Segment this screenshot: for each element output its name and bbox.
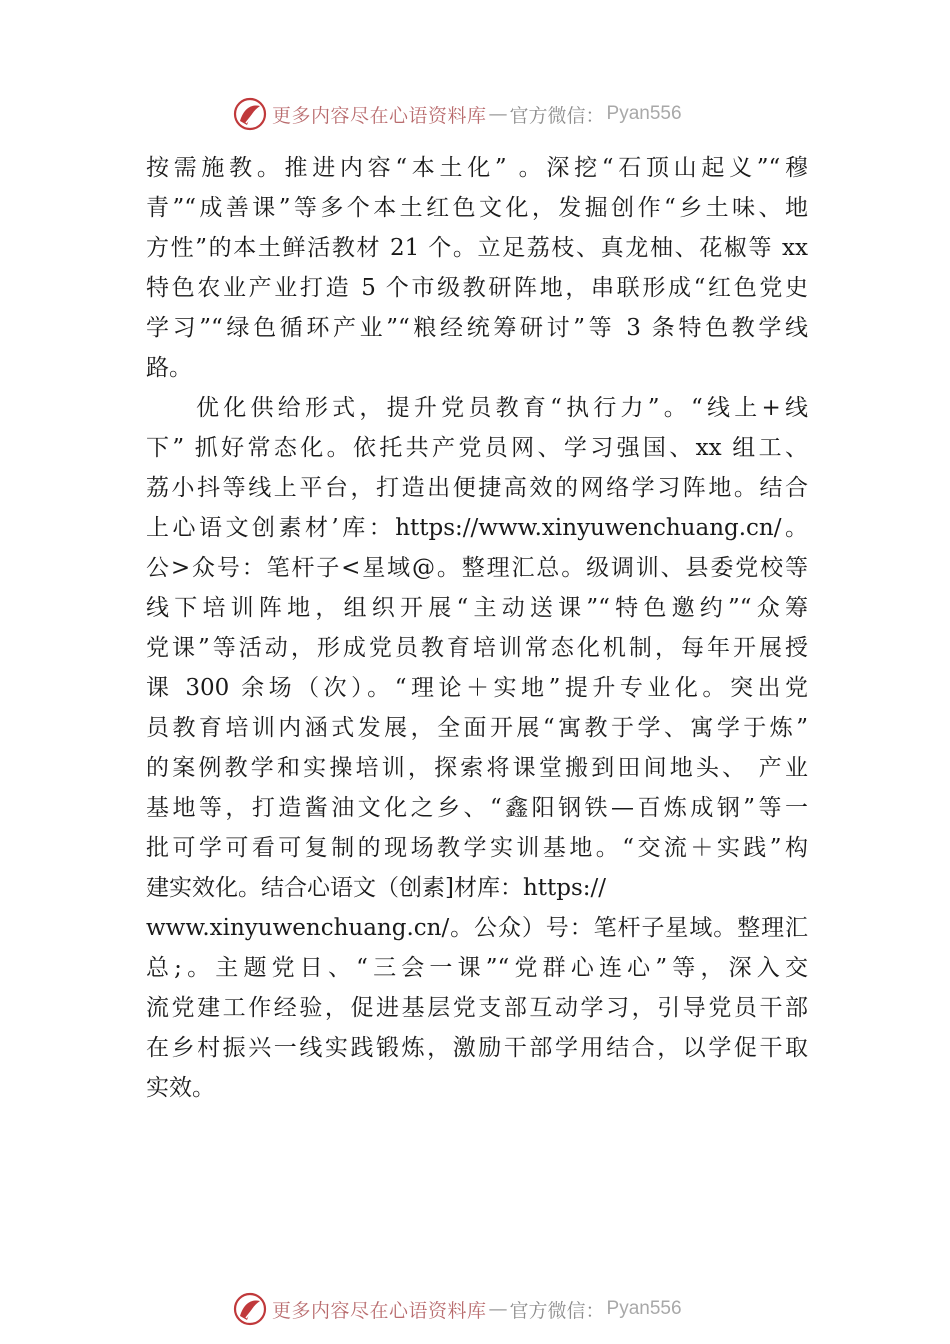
text-line: 基地等，打造酱油文化之乡、“鑫阳钢铁—百炼成钢”等一	[146, 795, 808, 821]
red-ribbon-logo-icon	[232, 1291, 268, 1327]
text-line: 批可学可看可复制的现场教学实训基地。“交流＋实践”构	[146, 835, 808, 861]
text-line: 流党建工作经验，促进基层党支部互动学习，引导党员干部	[146, 995, 808, 1021]
text-line: 课 300 余场（次）。“理论＋实地”提升专业化。突出党	[146, 675, 808, 701]
wechat-label: 官方微信：	[509, 1299, 605, 1322]
document-body	[146, 148, 808, 1108]
text-line: 党课”等活动，形成党员教育培训常态化机制，每年开展授	[146, 635, 808, 661]
text-line: 建实效化。结合心语文（创素]材库：https://	[146, 875, 607, 901]
watermark-separator: —	[488, 1298, 508, 1320]
paragraph-first-line: 优化供给形式，提升党员教育“执行力”。“线上+线	[196, 395, 808, 421]
text-line: 下” 抓好常态化。依托共产党员网、学习强国、xx 组工、	[146, 435, 808, 461]
watermark-separator: —	[488, 103, 508, 125]
text-line: 按需施教。推进内容“本土化” 。深挖“石顶山起义”“穆	[146, 155, 808, 181]
text-line: 学习”“绿色循环产业”“粮经统筹研讨”等 3 条特色教学线	[146, 315, 808, 341]
text-line: 的案例教学和实操培训，探索将课堂搬到田间地头、 产业	[146, 755, 808, 781]
text-line: 荔小抖等线上平台，打造出便捷高效的网络学习阵地。结合	[146, 475, 808, 501]
text-line: 特色农业产业打造 5 个市级教研阵地，串联形成“红色党史	[146, 275, 808, 301]
text-line: 员教育培训内涵式发展，全面开展“寓教于学、寓学于炼”	[146, 715, 808, 741]
text-line: 线下培训阵地，组织开展“主动送课”“特色邀约”“众筹	[146, 595, 808, 621]
text-line: 总;。主题党日、“三会一课”“党群心连心”等，深入交	[146, 955, 808, 981]
text-line: 方性”的本土鲜活教材 21 个。立足荔枝、真龙柚、花椒等 xx	[146, 235, 808, 261]
text-line: 上心语文创素材’库：https://www.xinyuwenchuang.cn/。	[146, 515, 808, 541]
text-line: 公>众号：笔杆子<星域@。整理汇总。级调训、县委党校等	[146, 555, 808, 581]
text-line: 实效。	[146, 1075, 215, 1101]
wechat-label: 官方微信：	[509, 104, 605, 127]
text-line: 路。	[146, 355, 192, 381]
wechat-id: Pyan556	[606, 1298, 682, 1319]
header-watermark	[232, 96, 732, 132]
text-line: 青”“成善课”等多个本土红色文化，发掘创作“乡土味、地	[146, 195, 808, 221]
text-line: 在乡村振兴一线实践锻炼，激励干部学用结合，以学促干取	[146, 1035, 808, 1061]
watermark-text: 更多内容尽在心语资料库	[272, 1299, 487, 1322]
text-line: www.xinyuwenchuang.cn/。公众）号：笔杆子星域。整理汇	[146, 915, 808, 941]
watermark-text: 更多内容尽在心语资料库	[272, 104, 487, 127]
footer-watermark	[232, 1291, 732, 1327]
wechat-id: Pyan556	[606, 103, 682, 124]
red-ribbon-logo-icon	[232, 96, 268, 132]
